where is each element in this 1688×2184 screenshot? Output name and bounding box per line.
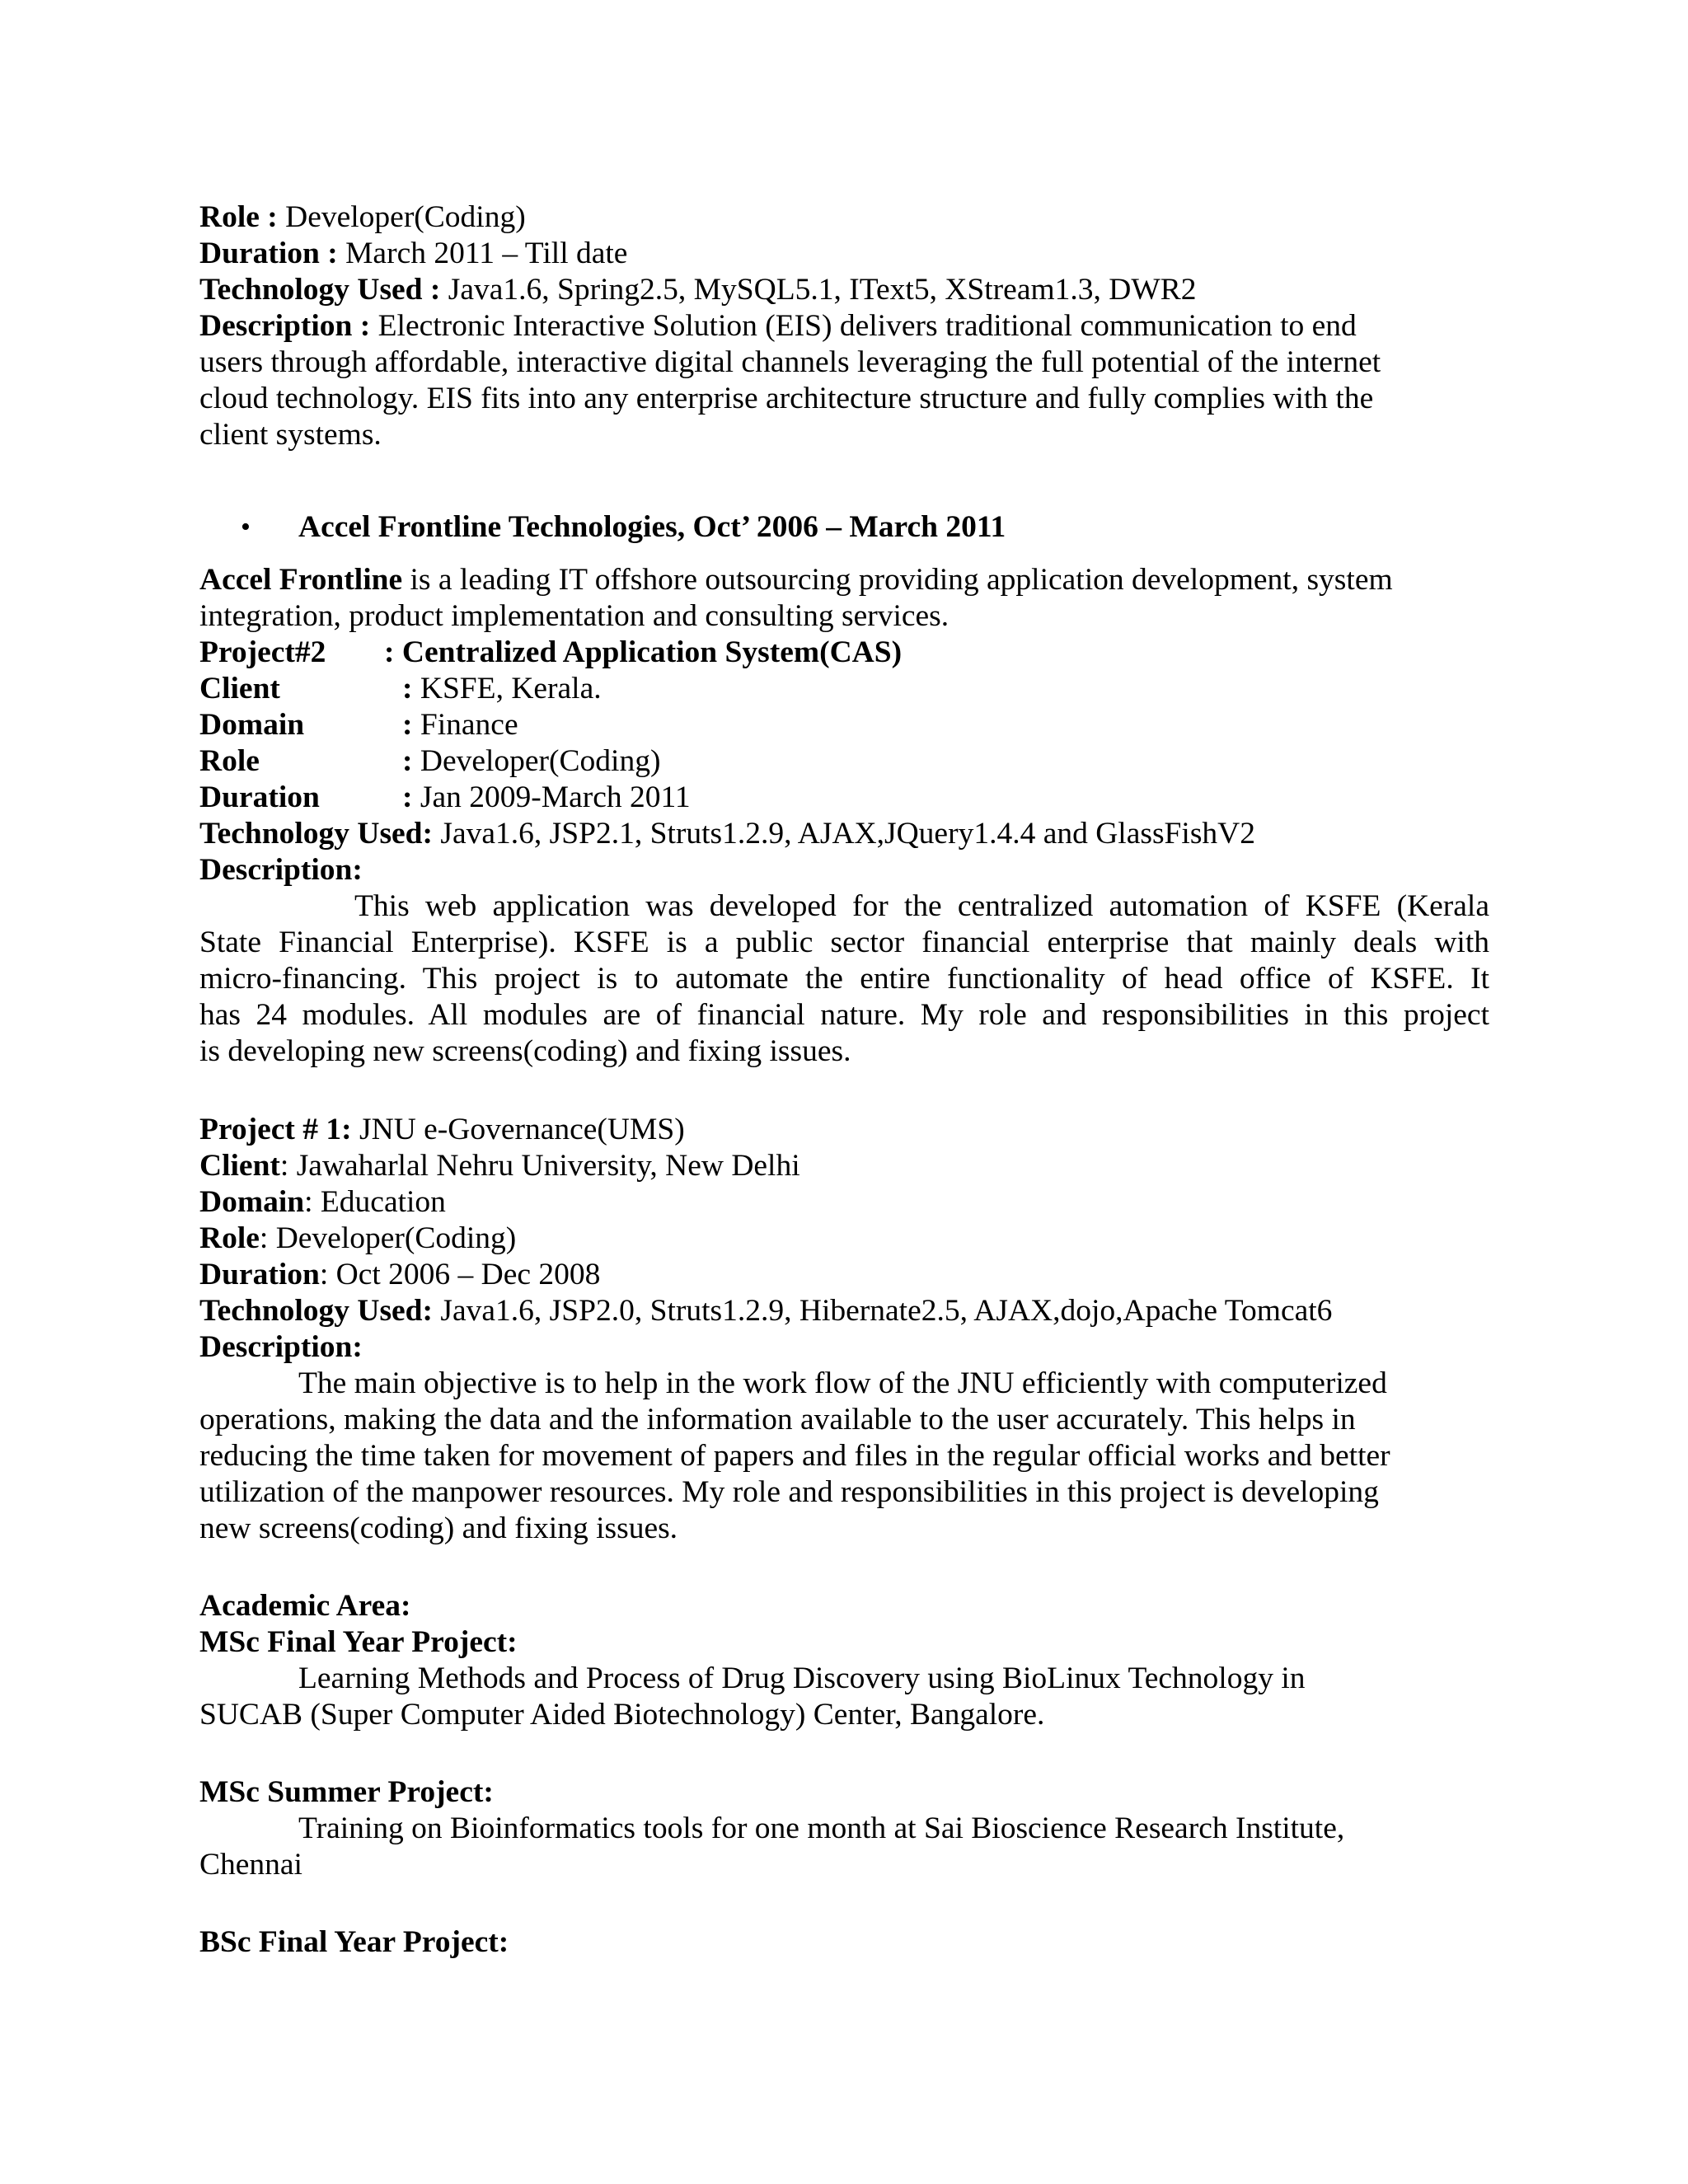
project1-name: JNU e-Governance(UMS) bbox=[351, 1113, 685, 1146]
role-label: Role bbox=[199, 744, 260, 778]
technology-value: Java1.6, JSP2.1, Struts1.2.9, AJAX,JQuery1.4.4 and GlassFishV2 bbox=[433, 817, 1255, 851]
project1-technology-line bbox=[199, 1293, 1332, 1329]
project1-role-line bbox=[199, 1221, 516, 1257]
bullet-icon: • bbox=[241, 512, 251, 542]
project2-duration-line bbox=[199, 780, 691, 816]
role-value: : Developer(Coding) bbox=[259, 1221, 517, 1255]
project1-description-text: new screens(coding) and fixing issues. bbox=[199, 1511, 678, 1545]
technology-label: Technology Used: bbox=[199, 817, 434, 851]
intro-text: integration, product implementation and consulting services. bbox=[199, 599, 950, 633]
project2-description-text: has 24 modules. All modules are of financial nature. My role and responsibilities in this project bbox=[199, 998, 1489, 1032]
project2-description-label: Description: bbox=[199, 853, 363, 887]
project1-description-label: Description: bbox=[199, 1330, 363, 1364]
project1-description-text: reducing the time taken for movement of papers and files in the regular official works and better bbox=[199, 1439, 1390, 1473]
client-value bbox=[402, 671, 602, 707]
project2-description-text: micro-financing. This project is to automate the entire functionality of head office of KSFE. It bbox=[199, 962, 1489, 996]
bsc-final-project-label: BSc Final Year Project: bbox=[199, 1925, 509, 1959]
duration-text: Jan 2009-March 2011 bbox=[412, 780, 691, 814]
role-text: Developer(Coding) bbox=[412, 744, 661, 778]
msc-summer-project-text: Training on Bioinformatics tools for one month at Sai Bioscience Research Institute, bbox=[298, 1811, 1345, 1845]
client-text: KSFE, Kerala. bbox=[412, 672, 602, 705]
msc-summer-project-text: Chennai bbox=[199, 1848, 302, 1882]
description-text: cloud technology. EIS fits into any enterprise architecture structure and fully complies with the bbox=[199, 382, 1374, 415]
project1-description-text: operations, making the data and the information available to the user accurately. This helps in bbox=[199, 1403, 1356, 1436]
client-value: : Jawaharlal Nehru University, New Delhi bbox=[279, 1149, 800, 1183]
duration-colon: : bbox=[402, 780, 413, 814]
role-colon: : bbox=[402, 744, 413, 778]
domain-value bbox=[402, 707, 518, 743]
technology-value: Java1.6, JSP2.0, Struts1.2.9, Hibernate2.5, AJAX,dojo,Apache Tomcat6 bbox=[433, 1294, 1333, 1328]
project2-role-line bbox=[199, 743, 661, 780]
project2-description-text: This web application was developed for the centralized automation of KSFE (Kerala bbox=[354, 889, 1489, 923]
role-value bbox=[402, 743, 660, 780]
domain-colon: : bbox=[402, 708, 413, 742]
duration-line bbox=[199, 236, 627, 272]
msc-final-project-text: Learning Methods and Process of Drug Discovery using BioLinux Technology in bbox=[298, 1661, 1306, 1695]
academic-heading: Academic Area: bbox=[199, 1589, 411, 1623]
technology-value: Java1.6, Spring2.5, MySQL5.1, IText5, XStream1.3, DWR2 bbox=[440, 273, 1197, 307]
project1-domain-line bbox=[199, 1184, 446, 1221]
description-text: users through affordable, interactive digital channels leveraging the full potential of the internet bbox=[199, 345, 1381, 379]
role-label: Role : bbox=[199, 200, 278, 234]
project1-description-text: The main objective is to help in the work flow of the JNU efficiently with computerized bbox=[298, 1366, 1387, 1400]
domain-value: : Education bbox=[304, 1185, 446, 1219]
domain-label: Domain bbox=[199, 1185, 305, 1219]
intro-text: is a leading IT offshore outsourcing providing application development, system bbox=[402, 563, 1393, 597]
project2-domain-line bbox=[199, 707, 518, 743]
msc-final-project-text: SUCAB (Super Computer Aided Biotechnology) Center, Bangalore. bbox=[199, 1698, 1045, 1732]
company-heading: Accel Frontline Technologies, Oct’ 2006 – March 2011 bbox=[298, 510, 1006, 544]
domain-text: Finance bbox=[412, 708, 518, 742]
project2-description-text: is developing new screens(coding) and fixing issues. bbox=[199, 1034, 851, 1068]
project2-label: Project#2 bbox=[199, 635, 326, 669]
project2-value bbox=[384, 635, 902, 671]
role-line bbox=[199, 199, 526, 236]
msc-summer-project-label: MSc Summer Project: bbox=[199, 1775, 494, 1809]
client-label: Client bbox=[199, 1149, 280, 1183]
project2-name: : Centralized Application System(CAS) bbox=[384, 635, 903, 669]
duration-value: March 2011 – Till date bbox=[337, 237, 628, 270]
description-label: Description : bbox=[199, 309, 371, 343]
description-line bbox=[199, 308, 1357, 344]
project1-label: Project # 1: bbox=[199, 1113, 352, 1146]
role-value: Developer(Coding) bbox=[277, 200, 526, 234]
domain-label: Domain bbox=[199, 708, 305, 742]
duration-label: Duration bbox=[199, 1258, 320, 1291]
project2-title-line bbox=[199, 635, 903, 671]
duration-label: Duration : bbox=[199, 237, 338, 270]
project2-technology-line bbox=[199, 816, 1255, 852]
project2-client-line bbox=[199, 671, 602, 707]
project1-description-text: utilization of the manpower resources. My role and responsibilities in this project is developing bbox=[199, 1475, 1379, 1509]
technology-label: Technology Used: bbox=[199, 1294, 434, 1328]
description-text: client systems. bbox=[199, 418, 382, 452]
project1-duration-line bbox=[199, 1257, 600, 1293]
project1-title-line bbox=[199, 1112, 685, 1148]
duration-label: Duration bbox=[199, 780, 320, 814]
msc-final-project-label: MSc Final Year Project: bbox=[199, 1625, 518, 1659]
project1-client-line bbox=[199, 1148, 800, 1184]
technology-label: Technology Used : bbox=[199, 273, 441, 307]
company-name: Accel Frontline bbox=[199, 563, 403, 597]
technology-line bbox=[199, 272, 1197, 308]
project2-description-text: State Financial Enterprise). KSFE is a public sector financial enterprise that mainly deals with bbox=[199, 926, 1489, 959]
duration-value bbox=[402, 780, 691, 816]
client-colon: : bbox=[402, 672, 413, 705]
description-text: Electronic Interactive Solution (EIS) delivers traditional communication to end bbox=[370, 309, 1357, 343]
role-label: Role bbox=[199, 1221, 260, 1255]
company-intro bbox=[199, 562, 1393, 598]
duration-value: : Oct 2006 – Dec 2008 bbox=[319, 1258, 601, 1291]
client-label: Client bbox=[199, 672, 280, 705]
